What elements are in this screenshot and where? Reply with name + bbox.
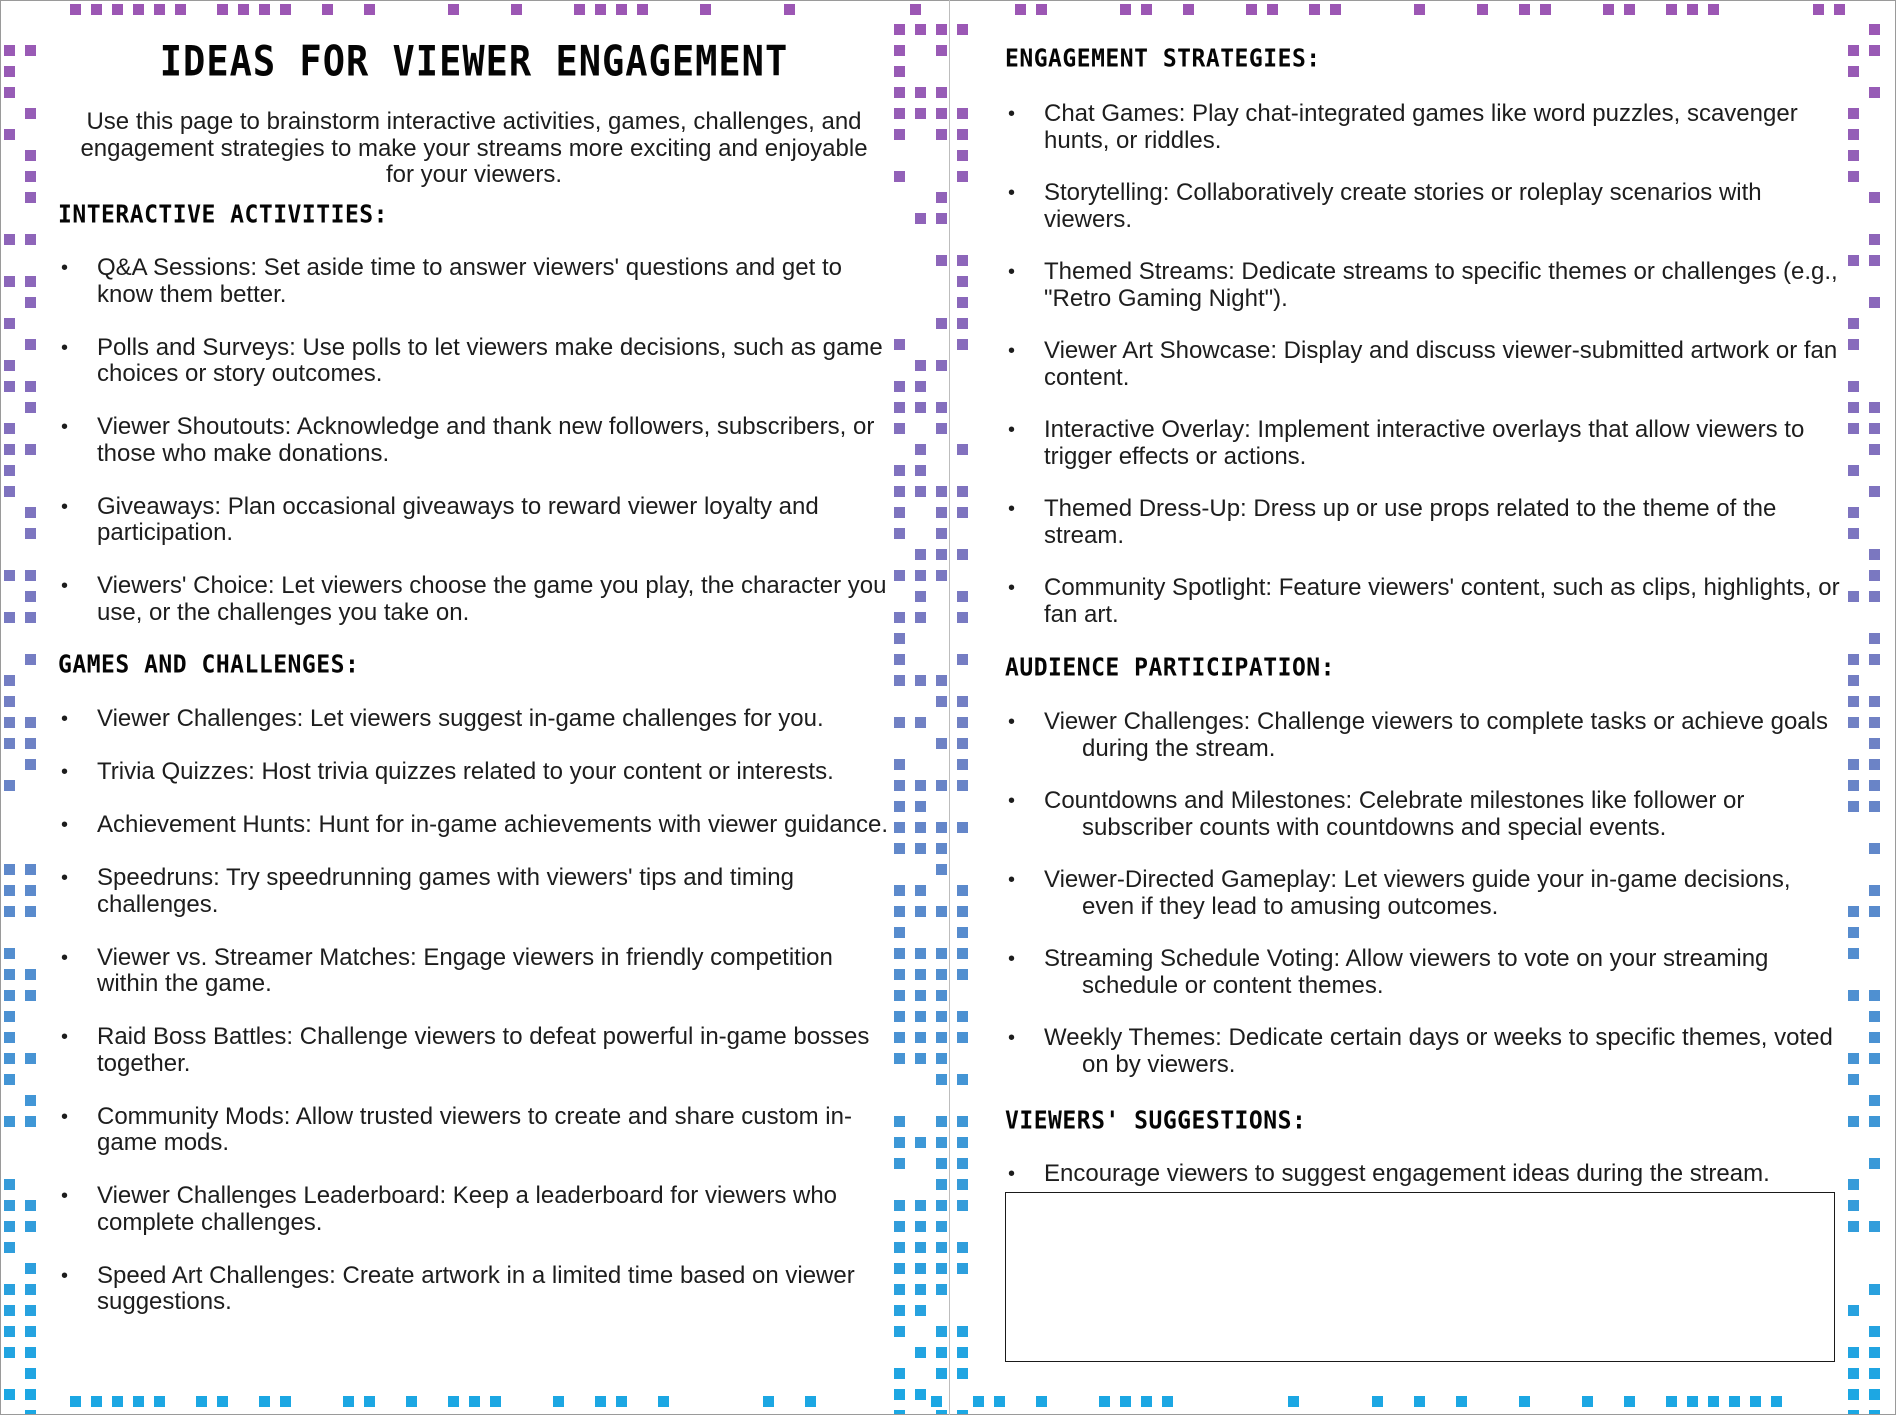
list-item <box>1005 338 1845 391</box>
bullet-icon: • <box>61 1185 69 1207</box>
list-item <box>1005 259 1845 312</box>
page-title: IDEAS FOR VIEWER ENGAGEMENT <box>159 37 789 86</box>
list-item <box>1005 101 1845 154</box>
list-item <box>1005 496 1845 549</box>
list-item <box>58 945 898 998</box>
list-item-text: Q&A Sessions: Set aside time to answer viewers' questions and get to know them better. <box>97 254 842 308</box>
heading-games-and-challenges: GAMES AND CHALLENGES: <box>58 650 360 680</box>
list-item-text: Viewer vs. Streamer Matches: Engage viewers in friendly competition within the game. <box>97 943 833 997</box>
bullet-icon: • <box>61 495 69 518</box>
list-item <box>58 255 898 308</box>
list-item <box>1005 180 1845 233</box>
list-item <box>58 494 898 547</box>
list-item-text: Viewer Challenges: Let viewers suggest in-game challenges for you. <box>97 705 824 732</box>
list-item-text: Trivia Quizzes: Host trivia quizzes related to your content or interests. <box>97 758 834 785</box>
heading-viewers-suggestions: VIEWERS' SUGGESTIONS: <box>1005 1106 1307 1136</box>
games-and-challenges-list <box>58 706 898 1316</box>
suggestions-write-in-box[interactable] <box>1005 1192 1835 1362</box>
list-item <box>58 812 898 839</box>
page-spine-divider <box>949 0 950 1415</box>
bullet-icon: • <box>61 575 69 597</box>
bullet-icon: • <box>61 946 69 969</box>
list-item-text: Giveaways: Plan occasional giveaways to reward viewer loyalty and participation. <box>97 492 819 546</box>
list-item-text: Viewer Shoutouts: Acknowledge and thank new followers, subscribers, or those who make donations. <box>97 413 875 467</box>
list-item <box>1005 1161 1845 1188</box>
audience-participation-list <box>1005 709 1845 1078</box>
list-item <box>1005 709 1845 762</box>
heading-engagement-strategies: ENGAGEMENT STRATEGIES: <box>1005 44 1321 74</box>
bullet-icon: • <box>61 1264 69 1287</box>
list-item-text: Community Spotlight: Feature viewers' content, such as clips, highlights, or fan art. <box>1044 574 1840 628</box>
bullet-icon: • <box>1008 498 1016 520</box>
list-item <box>58 865 898 918</box>
list-item-text: Speed Art Challenges: Create artwork in a limited time based on viewer suggestions. <box>97 1261 855 1315</box>
list-item-text: Community Mods: Allow trusted viewers to create and share custom in-game mods. <box>97 1102 852 1156</box>
list-item <box>58 1104 898 1157</box>
list-item-text: Encourage viewers to suggest engagement ideas during the stream. <box>1044 1160 1770 1187</box>
list-item-text: Weekly Themes: Dedicate certain days or weeks to specific themes, voted on by viewers. <box>1044 1024 1833 1078</box>
bullet-icon: • <box>61 416 69 438</box>
list-item <box>1005 946 1845 999</box>
list-item-text: Themed Streams: Dedicate streams to specific themes or challenges (e.g., "Retro Gaming Night"). <box>1044 258 1838 312</box>
list-item-text: Speedruns: Try speedrunning games with viewers' tips and timing challenges. <box>97 864 794 918</box>
bullet-icon: • <box>1008 1027 1016 1049</box>
list-item-text: Streaming Schedule Voting: Allow viewers to vote on your streaming schedule or content themes. <box>1044 945 1769 999</box>
list-item <box>58 759 898 786</box>
bullet-icon: • <box>1008 261 1016 283</box>
bullet-icon: • <box>1008 790 1016 812</box>
bullet-icon: • <box>1008 577 1016 599</box>
intro-text: Use this page to brainstorm interactive activities, games, challenges, and engagement strategies to make your streams more exciting and enjoyable for your viewers. <box>80 108 868 188</box>
heading-interactive-activities: INTERACTIVE ACTIVITIES: <box>58 200 388 230</box>
list-item <box>58 414 898 467</box>
bullet-icon: • <box>61 867 69 889</box>
engagement-strategies-list <box>1005 101 1845 628</box>
bullet-icon: • <box>1008 340 1016 362</box>
list-item-text: Viewer-Directed Gameplay: Let viewers guide your in-game decisions, even if they lead to amusing outcomes. <box>1044 866 1791 920</box>
bullet-icon: • <box>61 1105 69 1128</box>
list-item <box>58 1024 898 1077</box>
bullet-icon: • <box>61 257 69 279</box>
bullet-icon: • <box>1008 103 1016 125</box>
list-item-text: Viewer Challenges: Challenge viewers to complete tasks or achieve goals during the stream. <box>1044 708 1828 762</box>
list-item-text: Countdowns and Milestones: Celebrate milestones like follower or subscriber counts with countdowns and special events. <box>1044 787 1745 841</box>
interactive-activities-list <box>58 255 898 626</box>
list-item <box>1005 788 1845 841</box>
list-item-text: Interactive Overlay: Implement interactive overlays that allow viewers to trigger effects or actions. <box>1044 416 1805 470</box>
list-item-text: Viewers' Choice: Let viewers choose the game you play, the character you use, or the challenges you take on. <box>97 572 887 626</box>
viewers-suggestions-list <box>1005 1161 1845 1188</box>
bullet-icon: • <box>61 761 69 783</box>
bullet-icon: • <box>1008 182 1016 204</box>
bullet-icon: • <box>61 708 69 730</box>
list-item <box>58 573 898 626</box>
list-item-text: Chat Games: Play chat-integrated games like word puzzles, scavenger hunts, or riddles. <box>1044 100 1798 154</box>
list-item-text: Viewer Challenges Leaderboard: Keep a leaderboard for viewers who complete challenges. <box>97 1182 838 1236</box>
list-item-text: Viewer Art Showcase: Display and discuss viewer-submitted artwork or fan content. <box>1044 337 1838 391</box>
list-item-text: Themed Dress-Up: Dress up or use props related to the theme of the stream. <box>1044 495 1777 549</box>
list-item <box>58 335 898 388</box>
bullet-icon: • <box>61 814 69 836</box>
bullet-icon: • <box>1008 419 1016 441</box>
bullet-icon: • <box>1008 948 1016 970</box>
list-item <box>58 706 898 733</box>
list-item <box>58 1263 898 1316</box>
list-item <box>1005 417 1845 470</box>
list-item <box>1005 1025 1845 1078</box>
list-item <box>58 1183 898 1236</box>
bullet-icon: • <box>61 336 69 359</box>
bullet-icon: • <box>1008 869 1016 891</box>
list-item-text: Polls and Surveys: Use polls to let viewers make decisions, such as game choices or story outcomes. <box>97 333 883 387</box>
bullet-icon: • <box>1008 1163 1016 1185</box>
heading-audience-participation: AUDIENCE PARTICIPATION: <box>1005 653 1335 683</box>
list-item-text: Storytelling: Collaboratively create stories or roleplay scenarios with viewers. <box>1044 179 1762 233</box>
bullet-icon: • <box>1008 711 1016 733</box>
list-item <box>1005 867 1845 920</box>
list-item-text: Raid Boss Battles: Challenge viewers to defeat powerful in-game bosses together. <box>97 1023 870 1077</box>
list-item-text: Achievement Hunts: Hunt for in-game achievements with viewer guidance. <box>97 811 889 838</box>
bullet-icon: • <box>61 1026 69 1048</box>
list-item <box>1005 575 1845 628</box>
